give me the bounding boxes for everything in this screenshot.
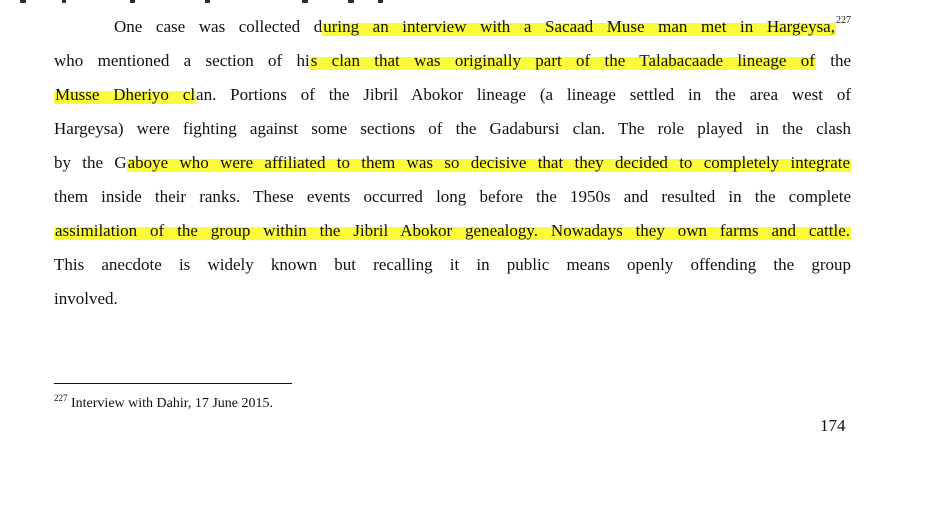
text: an. Portions of the Jibril Abokor lineage (a lineage settled in the area west of	[196, 85, 851, 104]
highlighted-text: assimilation of the group within the Jibril Abokor genealogy. Nowadays they own farms and cattle.	[55, 221, 850, 240]
paragraph-line: Hargeysa) were fighting against some sections of the Gadabursi clan. The role played in the clash	[54, 119, 851, 138]
paragraph-line	[54, 214, 851, 248]
page-number: 174	[820, 416, 846, 435]
footnote-separator	[54, 383, 292, 384]
text: One case was collected d	[114, 17, 323, 36]
text: by the G	[54, 153, 127, 172]
paragraph-line	[54, 10, 851, 44]
paragraph-line: involved.	[54, 289, 118, 308]
document-page	[54, 10, 851, 316]
paragraph-line	[54, 44, 851, 78]
previous-line-fragment	[0, 0, 930, 4]
highlighted-text: Musse Dheriyo cl	[55, 85, 196, 104]
paragraph-line	[54, 146, 851, 180]
highlighted-text: s clan that was originally part of the Talabacaade lineage of	[310, 51, 815, 70]
footnote	[54, 393, 274, 412]
paragraph-line: This anecdote is widely known but recalling it in public means openly offending the group	[54, 255, 851, 274]
footnote-number: 227	[54, 393, 68, 403]
footnote-text: Interview with Dahir, 17 June 2015.	[67, 396, 274, 411]
text: the	[815, 51, 851, 70]
highlighted-text: aboye who were affiliated to them was so decisive that they decided to completely integrate	[127, 153, 851, 172]
highlighted-text: uring an interview with a Sacaad Muse man met in Hargeysa,	[323, 17, 835, 36]
text: who mentioned a section of hi	[54, 51, 310, 70]
footnote-reference: 227	[835, 15, 851, 26]
paragraph-line	[54, 78, 851, 112]
paragraph-line: them inside their ranks. These events occurred long before the 1950s and resulted in the complete	[54, 187, 851, 206]
